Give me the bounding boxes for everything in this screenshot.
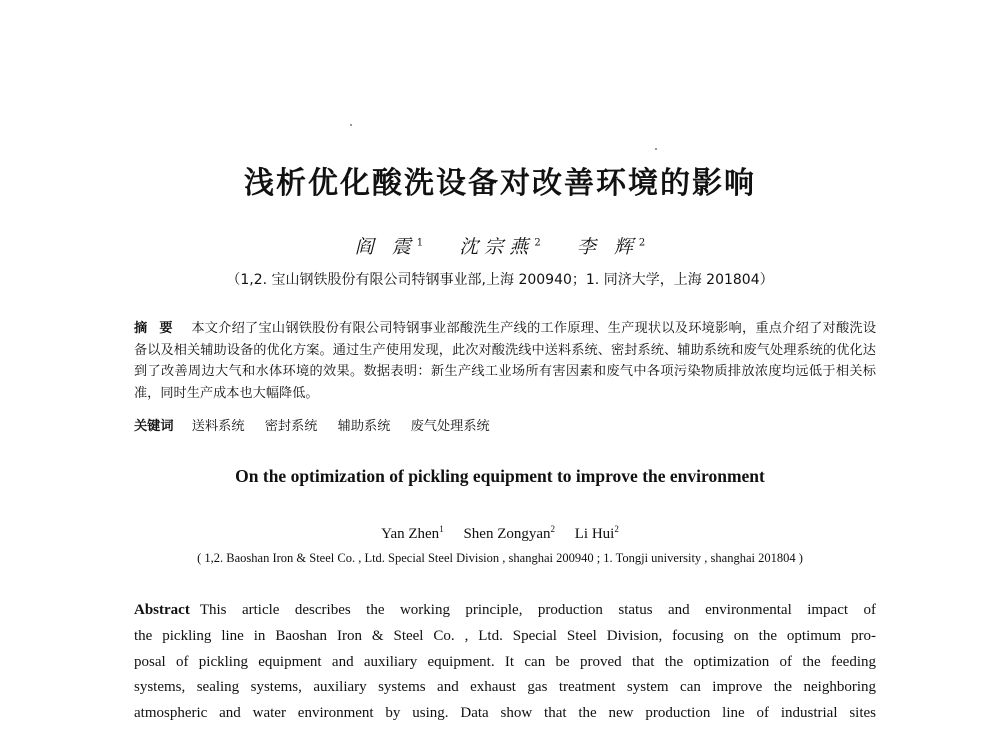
abstract-line: the pickling line in Baoshan Iron & Steel Co. , Ltd. Special Steel Division, focusing on the optimum pro- [134,627,876,644]
abstract-label-english: Abstract [134,602,190,618]
author-affiliation-mark: 2 [638,237,646,249]
affiliation-chinese: （1,2. 宝山钢铁股份有限公司特钢事业部,上海 200940；1. 同济大学，上海 201804） [226,272,774,288]
abstract-english [134,598,876,727]
keywords-label-chinese: 关键词 [134,419,174,434]
keywords-chinese [134,416,876,437]
abstract-line-text: This article describes the working principle, production status and environmental impact of [199,602,876,618]
scan-speck [655,148,657,150]
title-chinese: 浅析优化酸洗设备对改善环境的影响 [244,166,756,201]
author-name: 李 辉 [576,236,639,258]
authors-english [0,524,1000,543]
author-affiliation-mark: 1 [439,524,444,534]
author-affiliation-mark: 2 [614,524,619,534]
abstract-line [134,598,876,624]
authors-chinese [0,232,1000,259]
author-name: 阎 震 [354,236,417,258]
abstract-text-chinese: 本文介绍了宝山钢铁股份有限公司特钢事业部酸洗生产线的工作原理、生产现状以及环境影响，重点介绍了对酸洗设备以及相关辅助设备的优化方案。通过生产使用发现，此次对酸洗线中送料系统、密封系统、辅助系统和废气处理系统的优化达到了改善周边大气和水体环境的效果。数据表明：新生产线工业场所有害因素和废气中各项污染物质排放浓度均远低于相关标准，同时生产成本也大幅降低。 [134,321,877,401]
keyword: 送料系统 [191,419,245,434]
author-name: Yan Zhen [381,526,440,542]
keyword: 密封系统 [264,419,318,434]
author-name: 沈宗燕 [459,236,535,258]
author-affiliation-mark: 2 [550,524,556,534]
abstract-chinese [134,318,876,404]
affiliation-english: ( 1,2. Baoshan Iron & Steel Co. , Ltd. Special Steel Division , shanghai 200940 ; 1. Tongji university , shanghai 201804 ) [197,551,803,565]
author-affiliation-mark: 2 [534,237,541,249]
author-name: Shen Zongyan [463,526,551,542]
scan-speck [350,124,352,126]
author-name: Li Hui [574,526,615,542]
title-english: On the optimization of pickling equipment to improve the environment [235,466,765,486]
abstract-line: posal of pickling equipment and auxiliary equipment. It can be proved that the optimization of the feeding [134,653,876,670]
abstract-line: atmospheric and water environment by using. Data show that the new production line of industrial sites [134,705,876,722]
keyword: 辅助系统 [337,419,391,434]
author-affiliation-mark: 1 [416,237,424,249]
abstract-label-chinese: 摘要 [134,321,185,336]
abstract-line: systems, sealing systems, auxiliary systems and exhaust gas treatment system can improve the neighboring [134,679,876,696]
keyword: 废气处理系统 [410,419,490,434]
